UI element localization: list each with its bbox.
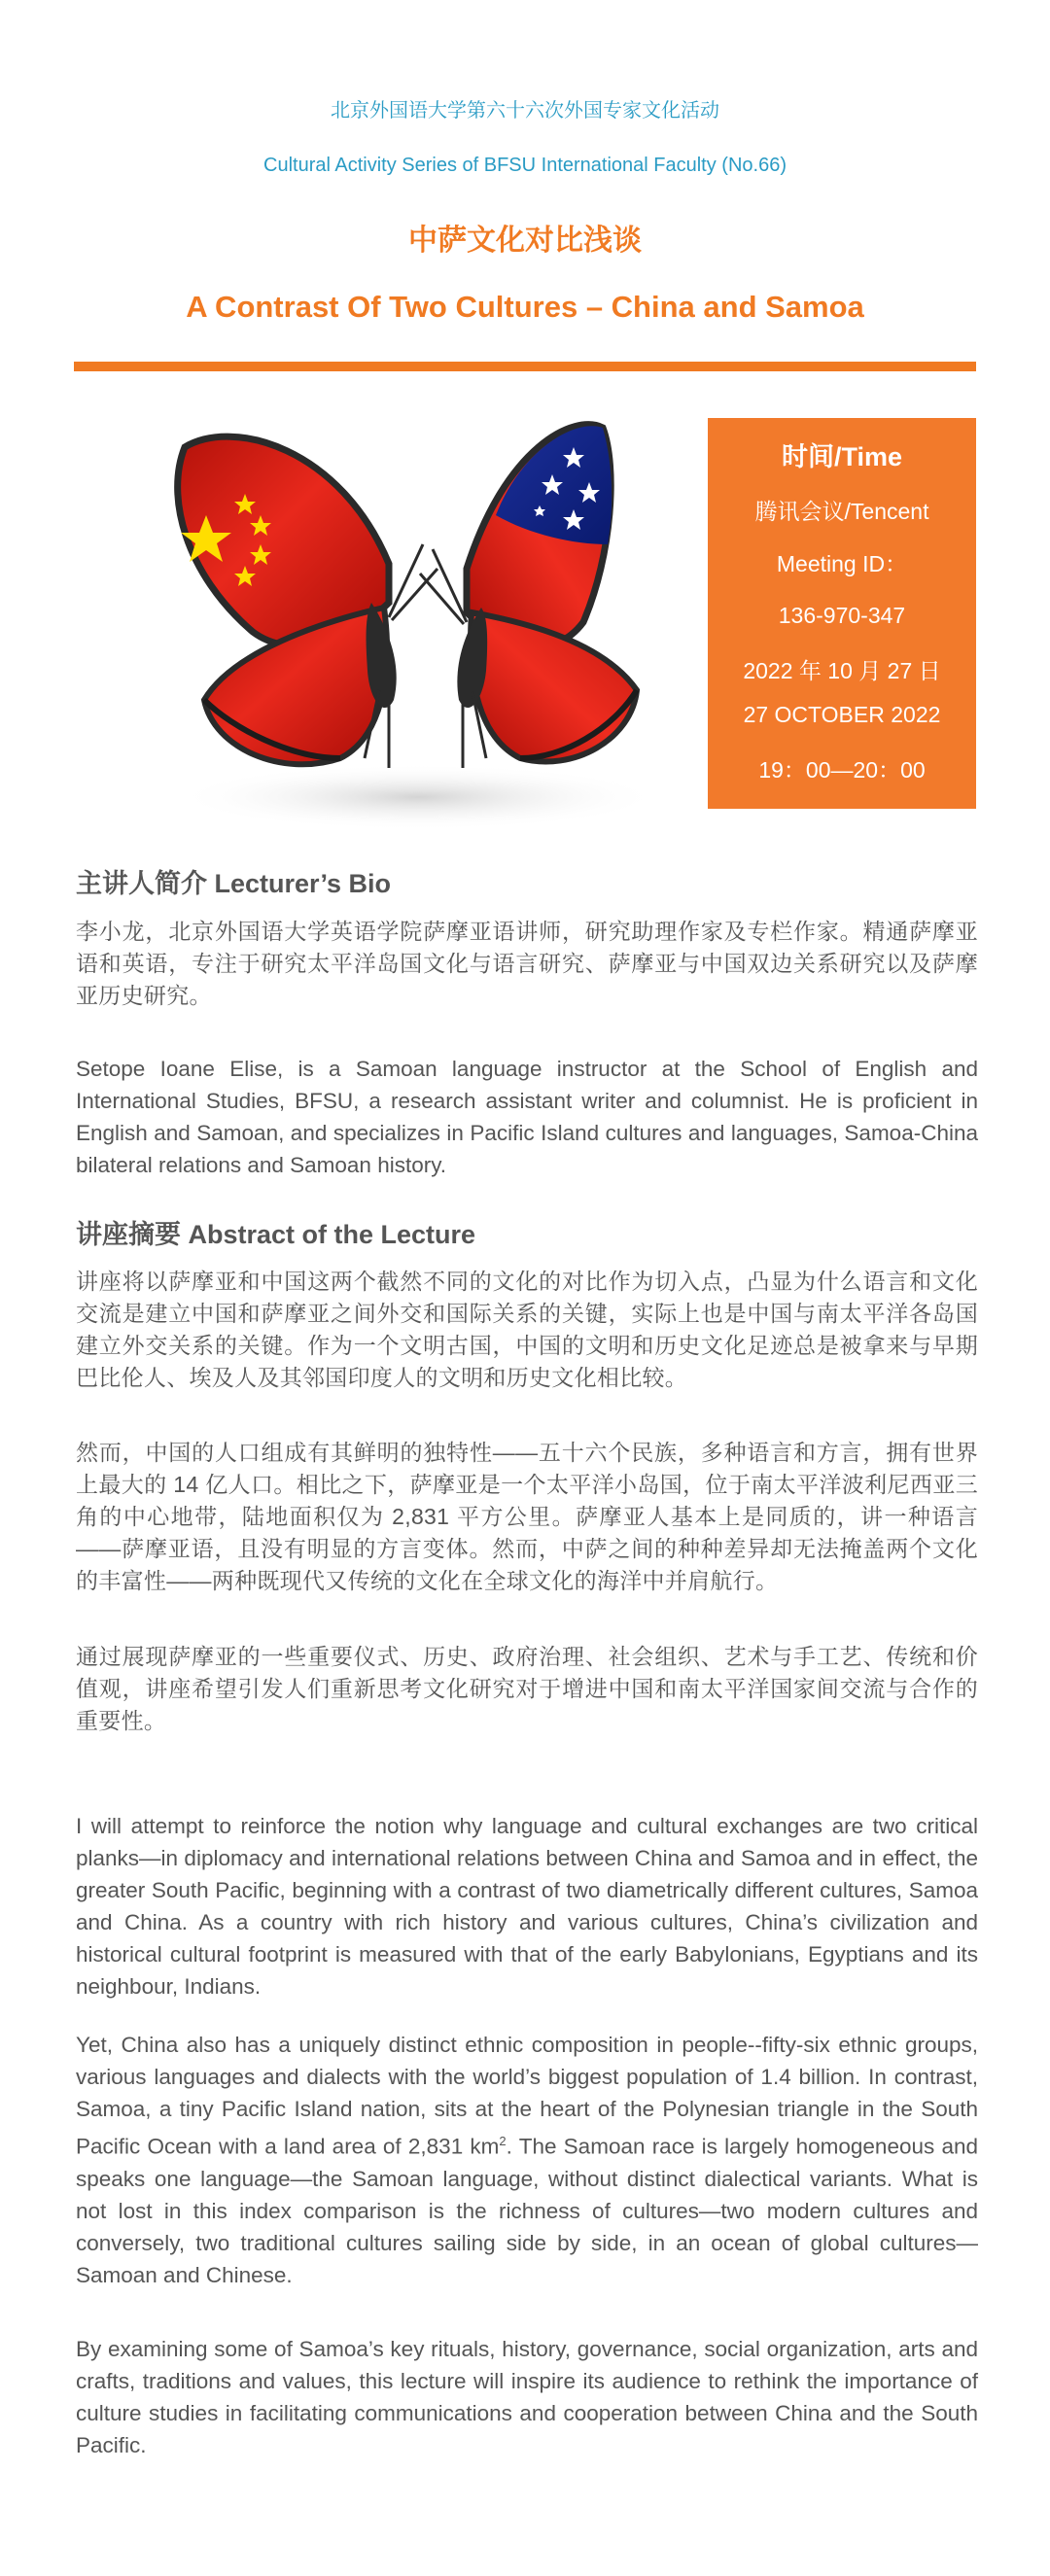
abstract-paragraph-en-2 [76, 2029, 978, 2291]
abstract-en-2-part1: Yet, China also has a uniquely distinct ethnic composition in people--fifty-six ethnic groups, various languages and dialects with the world’s biggest population of 1.4 billion. In contrast, Samoa, a tiny Pacific Island nation, sits at the heart of the Polynesian triangle in the South Pacific Ocean with a land area of 2,831 km [76, 2033, 978, 2159]
ground-shadow [175, 764, 661, 830]
meeting-id: 136-970-347 [778, 603, 906, 628]
abstract-paragraph-cn-2: 然而，中国的人口组成有其鲜明的独特性——五十六个民族，多种语言和方言，拥有世界上最大的 14 亿人口。相比之下，萨摩亚是一个太平洋小岛国，位于南太平洋波利尼西亚三角的中心地带，陆地面积仅为 2,831 平方公里。萨摩亚人基本上是同质的，讲一种语言——萨摩亚语，且没有明显的方言变体。然而，中萨之间的种种差异却无法掩盖两个文化的丰富性——两种既现代又传统的文化在全球文化的海洋中并肩航行。 [76, 1440, 978, 1593]
event-time: 19：00—20：00 [758, 757, 926, 783]
lecture-title-en: A Contrast Of Two Cultures – China and Samoa [186, 290, 864, 324]
china-butterfly [178, 436, 438, 768]
abstract-paragraph-cn-1: 讲座将以萨摩亚和中国这两个截然不同的文化的对比作为切入点，凸显为什么语言和文化交流是建立中国和萨摩亚之间外交和国际关系的关键，实际上也是中国与南太平洋各岛国建立外交关系的关键。作为一个文明古国，中国的文明和历史文化足迹总是被拿来与早期巴比伦人、埃及人及其邻国印度人的文明和历史文化相比较。 [76, 1269, 978, 1390]
time-heading: 时间/Time [781, 442, 903, 471]
date-cn: 2022 年 10 月 27 日 [743, 658, 941, 683]
samoa-butterfly [420, 425, 637, 768]
date-en: 27 OCTOBER 2022 [743, 702, 941, 727]
abstract-heading: 讲座摘要 Abstract of the Lecture [76, 1220, 476, 1249]
abstract-en-2-part2: . The Samoan race is largely homogeneous and speaks one language—the Samoan language, without distinct dialectical variants. What is not lost in this index comparison is the richness of cultures—two modern cultures and conversely, two traditional cultures sailing side by side, in an ocean of global cultures—Samoan and Chinese. [76, 2134, 978, 2287]
orange-divider [74, 362, 976, 371]
butterflies-china-samoa-flag-illustration [146, 408, 690, 836]
series-title-cn: 北京外国语大学第六十六次外国专家文化活动 [331, 100, 719, 122]
abstract-paragraph-en-1: I will attempt to reinforce the notion why language and cultural exchanges are two critical planks—in diplomacy and international relations between China and Samoa and in effect, the greater South Pacific, beginning with a contrast of two diametrically different cultures, Samoa and China. As a country with rich history and various cultures, China’s civilization and historical cultural footprint is measured with that of the early Babylonians, Egyptians and its neighbour, Indians. [76, 1814, 978, 1999]
platform-line-2: Meeting ID： [776, 551, 908, 576]
abstract-paragraph-en-3: By examining some of Samoa’s key rituals, history, governance, social organization, arts and crafts, traditions and values, this lecture will inspire its audience to rethink the importance of culture studies in facilitating communications and cooperation between China and the South Pacific. [76, 2337, 978, 2457]
bio-paragraph-cn: 李小龙，北京外国语大学英语学院萨摩亚语讲师，研究助理作家及专栏作家。精通萨摩亚语和英语，专注于研究太平洋岛国文化与语言研究、萨摩亚与中国双边关系研究以及萨摩亚历史研究。 [76, 919, 978, 1008]
abstract-paragraph-cn-3: 通过展现萨摩亚的一些重要仪式、历史、政府治理、社会组织、艺术与手工艺、传统和价值观，讲座希望引发人们重新思考文化研究对于增进中国和南太平洋国家间交流与合作的重要性。 [76, 1644, 978, 1733]
event-time-box [708, 418, 976, 809]
bio-heading: 主讲人简介 Lecturer’s Bio [76, 869, 392, 898]
platform-line-1: 腾讯会议/Tencent [754, 499, 929, 524]
lecture-title-cn: 中萨文化对比浅谈 [408, 225, 642, 257]
bio-paragraph-en: Setope Ioane Elise, is a Samoan language instructor at the School of English and International Studies, BFSU, a research assistant writer and columnist. He is proficient in English and Samoan, and specializes in Pacific Island cultures and languages, Samoa-China bilateral relations and Samoan history. [76, 1057, 978, 1177]
series-title-en: Cultural Activity Series of BFSU International Faculty (No.66) [263, 155, 787, 176]
superscript-2: 2 [499, 2134, 507, 2148]
